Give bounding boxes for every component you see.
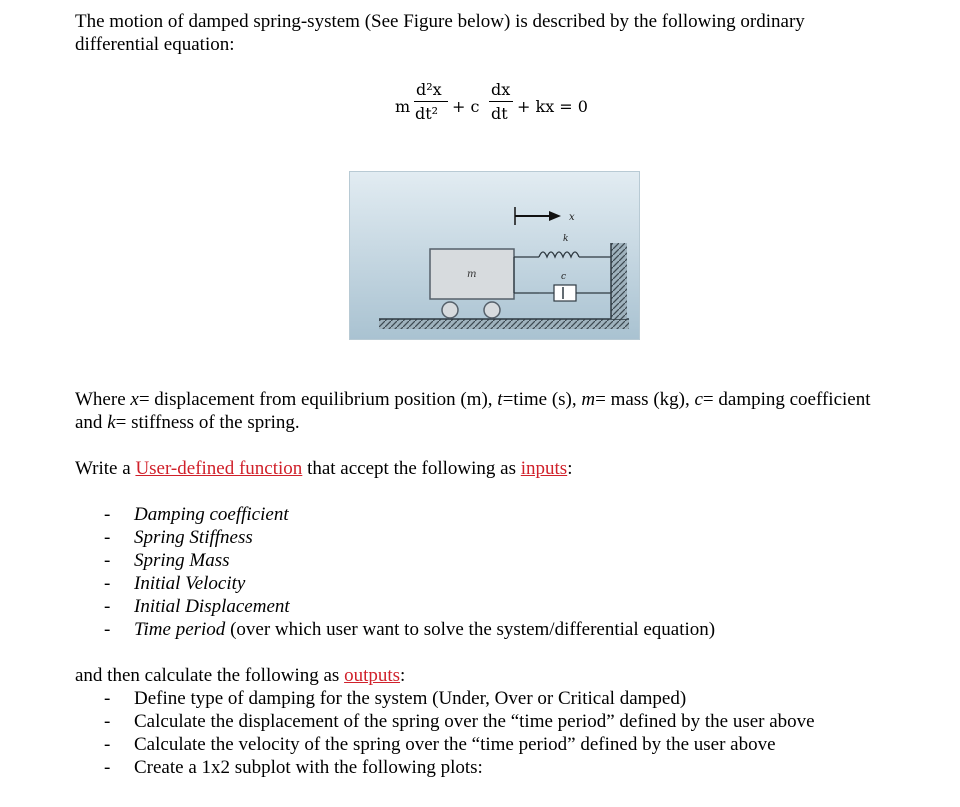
intro-line-2: differential equation:: [75, 34, 235, 55]
eq-fraction-bar-1: [414, 101, 448, 102]
list-item: - Initial Velocity: [104, 573, 246, 594]
damper-label-c: c: [561, 272, 567, 282]
list-item: - Calculate the velocity of the spring over the “time period” defined by the user above: [104, 734, 776, 755]
spring-label-k: k: [563, 234, 569, 244]
user-defined-function-link: User-defined function: [135, 458, 303, 479]
spring-mass-figure: [349, 171, 640, 340]
where-line-1: Where x= displacement from equilibrium position (m), t=time (s), m= mass (kg), c= damping coefficient: [75, 389, 871, 410]
task-line: Write a User-defined function that accept the following as inputs:: [75, 458, 573, 479]
eq-dx: dx: [491, 80, 511, 99]
eq-dt: dt: [491, 104, 508, 123]
eq-d2x: d²x: [416, 80, 442, 99]
list-item: - Spring Stiffness: [104, 527, 253, 548]
list-item: - Damping coefficient: [104, 504, 289, 525]
list-item: - Spring Mass: [104, 550, 230, 571]
eq-rest: + kx = 0: [517, 97, 588, 116]
inputs-link: inputs: [520, 458, 568, 479]
list-item: - Define type of damping for the system (Under, Over or Critical damped): [104, 688, 687, 709]
eq-m: m: [395, 97, 411, 116]
outputs-list: [104, 687, 815, 779]
list-item: - Calculate the displacement of the spring over the “time period” defined by the user above: [104, 711, 815, 732]
where-line-2: and k= stiffness of the spring.: [75, 412, 300, 433]
outputs-intro: and then calculate the following as outputs:: [75, 665, 406, 686]
mass-label: m: [467, 269, 477, 280]
wheel-right: [484, 302, 500, 318]
damper-cylinder: [554, 285, 576, 301]
wheel-left: [442, 302, 458, 318]
list-item: - Time period (over which user want to solve the system/differential equation): [104, 619, 716, 640]
differential-equation: [395, 80, 655, 140]
outputs-link: outputs: [344, 665, 401, 686]
eq-fraction-bar-2: [489, 101, 513, 102]
wall-hatch: [611, 243, 627, 319]
intro-line-1: The motion of damped spring-system (See Figure below) is described by the following ordinary: [75, 11, 805, 32]
list-item: - Initial Displacement: [104, 596, 290, 617]
ground-hatch: [379, 319, 629, 329]
eq-dt2: dt²: [415, 104, 439, 123]
inputs-list: [104, 503, 716, 641]
eq-plus-c: + c: [452, 97, 480, 116]
list-item: - Create a 1x2 subplot with the following plots:: [104, 757, 483, 778]
displacement-label-x: x: [569, 212, 575, 223]
